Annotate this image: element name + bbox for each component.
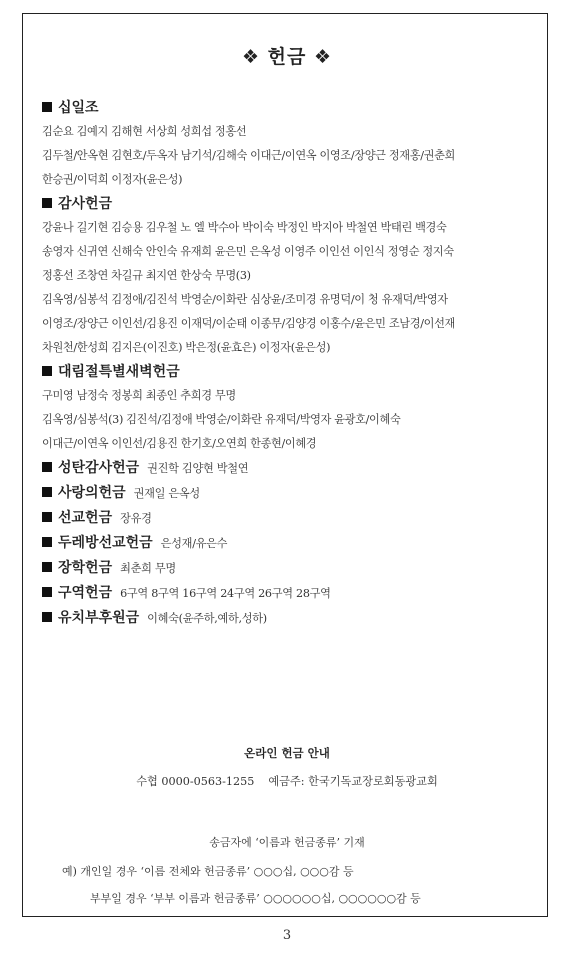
name-line: 김순요 김예지 김해현 서상희 성희섭 정홍선 — [42, 125, 247, 138]
name-line: 이영조/장양근 이인선/김용진 이재덕/이순태 이종무/김양경 이홍수/윤은민 조남경/이선재 — [42, 317, 456, 330]
page-title: ❖ 헌금 ❖ — [241, 46, 332, 68]
section-thanksgiving — [42, 192, 542, 360]
section-names: 6구역 8구역 16구역 24구역 26구역 28구역 — [120, 587, 331, 600]
square-bullet-icon — [42, 198, 52, 208]
section-label: 구역헌금 — [58, 585, 113, 601]
square-bullet-icon — [42, 537, 52, 547]
square-bullet-icon — [42, 366, 52, 376]
section-names: 최춘희 무명 — [120, 562, 176, 575]
section-names: 은성재/유은수 — [160, 537, 228, 550]
section-names: 장유경 — [120, 512, 152, 525]
notice-example-individual: 예) 개인일 경우 ‘이름 전체와 헌금종류’ ○○○십, ○○○감 등 — [62, 865, 354, 878]
section-label: 성탄감사헌금 — [58, 460, 140, 476]
name-line: 김옥영/심봉석(3) 김진석/김정애 박영순/이화란 유재덕/박영자 윤광호/이혜숙 — [42, 413, 401, 426]
name-line: 정홍선 조창연 차길규 최지연 한상숙 무명(3) — [42, 269, 251, 282]
section-names: 권재일 은옥성 — [133, 487, 200, 500]
notice-line: 송금자에 ‘이름과 헌금종류’ 기재 — [209, 836, 365, 849]
name-line: 한승권/이덕희 이정자(윤은성) — [42, 173, 183, 186]
square-bullet-icon — [42, 612, 52, 622]
name-line: 구미영 남정숙 정봉희 최종인 추희경 무명 — [42, 389, 236, 402]
section-christmas-thanks — [42, 456, 542, 481]
name-line: 송영자 신귀연 신해숙 안인숙 유재희 윤은민 은옥성 이영주 이인선 이인식 정영순 정지숙 — [42, 245, 454, 258]
account-holder: 예금주: 한국기독교장로회동광교회 — [268, 775, 438, 788]
square-bullet-icon — [42, 512, 52, 522]
section-names: 이혜숙(윤주하,예하,성하) — [147, 612, 267, 625]
notice-example-couple: 부부일 경우 ‘부부 이름과 헌금종류’ ○○○○○○십, ○○○○○○감 등 — [90, 892, 421, 905]
section-scholarship — [42, 556, 542, 581]
square-bullet-icon — [42, 102, 52, 112]
section-tithe — [42, 96, 542, 192]
square-bullet-icon — [42, 487, 52, 497]
name-line: 김옥영/심봉석 김정애/김진석 박영순/이화란 심상윤/조미경 유명덕/이 청 유재덕/박영자 — [42, 293, 448, 306]
section-heading: 십일조 — [42, 96, 542, 120]
section-district — [42, 581, 542, 606]
name-line: 이대근/이연옥 이인선/김용진 한기호/오연희 한종현/이혜경 — [42, 437, 317, 450]
square-bullet-icon — [42, 462, 52, 472]
transfer-notice — [0, 834, 574, 905]
online-heading: 온라인 헌금 안내 — [244, 746, 330, 760]
section-durebang-mission — [42, 531, 542, 556]
section-heading: 대림절특별새벽헌금 — [42, 360, 542, 384]
section-love-offering — [42, 481, 542, 506]
section-label: 선교헌금 — [58, 510, 113, 526]
offering-list — [42, 96, 542, 631]
section-mission — [42, 506, 542, 531]
name-line: 차원천/한성희 김지은(이진호) 박은정(윤효은) 이정자(윤은성) — [42, 341, 331, 354]
square-bullet-icon — [42, 562, 52, 572]
page-number: 3 — [282, 928, 292, 943]
section-label: 두레방선교헌금 — [58, 535, 153, 551]
name-line: 강윤나 길기현 김승용 김우철 노 엘 박수아 박이숙 박정인 박지아 박철연 박태린 백경숙 — [42, 221, 447, 234]
section-advent-dawn — [42, 360, 542, 456]
section-kindergarten-support — [42, 606, 542, 631]
section-label: 사랑의헌금 — [58, 485, 126, 501]
account-info — [0, 773, 574, 789]
section-label: 유치부후원금 — [58, 610, 140, 626]
online-offering-info — [0, 745, 574, 789]
name-line: 김두철/안옥현 김현호/두옥자 남기석/김해숙 이대근/이연옥 이영조/장양근 정재홍/권춘희 — [42, 149, 456, 162]
square-bullet-icon — [42, 587, 52, 597]
bank-account: 수협 0000-0563-1255 — [136, 775, 255, 788]
section-heading: 감사헌금 — [42, 192, 542, 216]
section-names: 권진학 김양현 박철연 — [147, 462, 249, 475]
section-label: 장학헌금 — [58, 560, 113, 576]
